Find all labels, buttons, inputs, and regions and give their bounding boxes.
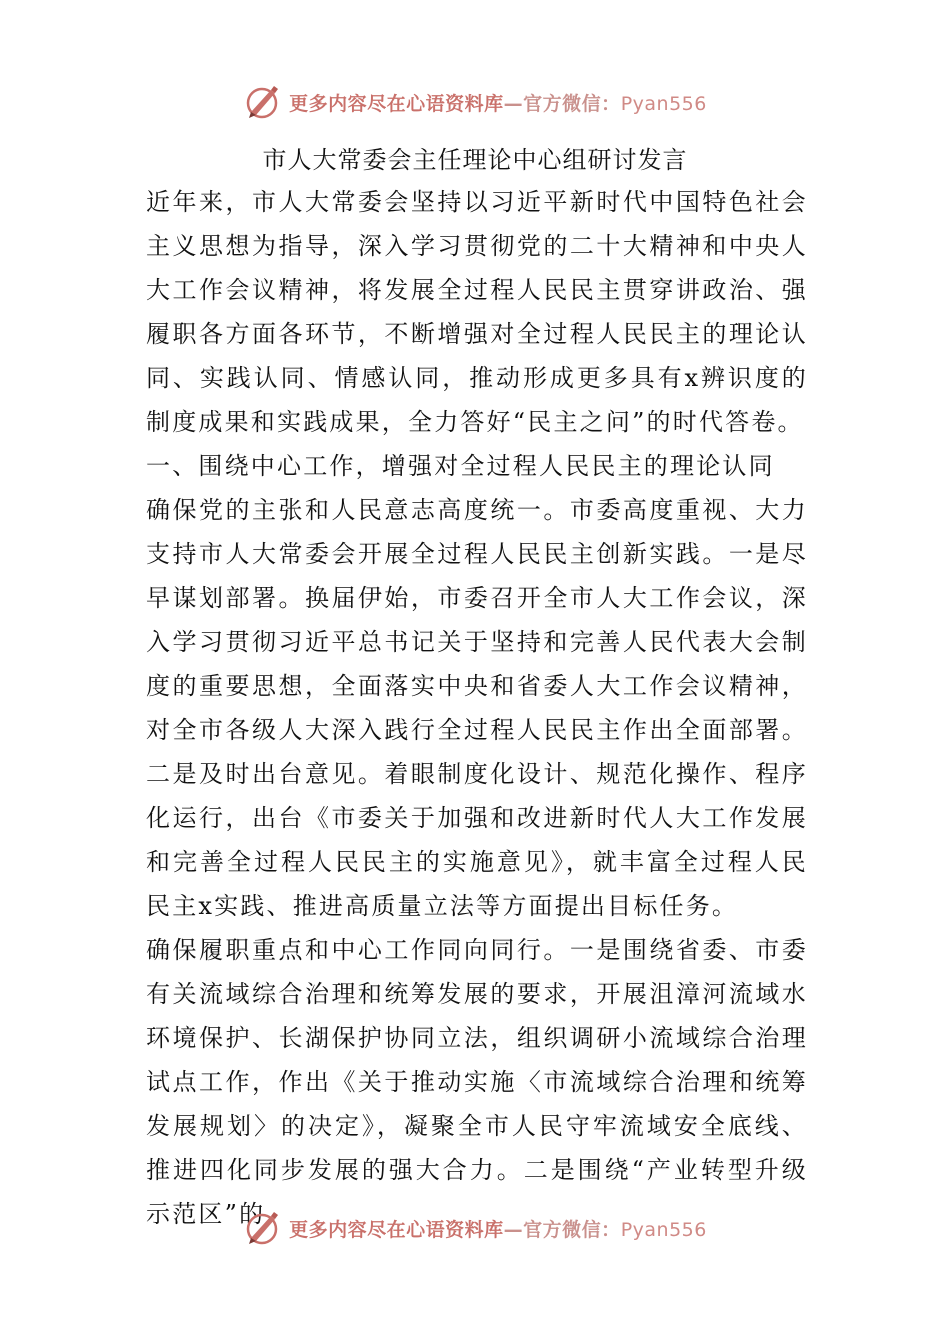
watermark-wechat-id: Pyan556 [620,92,707,115]
watermark-wechat-label: 官方微信： [523,1218,621,1241]
watermark-brand: 更多内容尽在心语资料库 [289,1218,504,1241]
body-paragraph: 确保党的主张和人民意志高度统一。市委高度重视、大力支持市人大常委会开展全过程人民民主创新实践。一是尽早谋划部署。换届伊始，市委召开全市人大工作会议，深入学习贯彻习近平总书记关于坚持和完善人民代表大会制度的重要思想，全面落实中央和省委人大工作会议精神，对全市各级人大深入践行全过程人民民主作出全面部署。二是及时出台意见。着眼制度化设计、规范化操作、程序化运行，出台《市委关于加强和改进新时代人大工作发展和完善全过程人民民主的实施意见》，就丰富全过程人民民主x实践、推进高质量立法等方面提出目标任务。 [146,496,808,920]
document-title: 市人大常委会主任理论中心组研讨发言 [262,146,688,174]
section-heading: 一、围绕中心工作，增强对全过程人民民主的理论认同 [146,452,775,480]
watermark-wechat-id: Pyan556 [620,1218,707,1241]
body-paragraph: 确保履职重点和中心工作同向同行。一是围绕省委、市委有关流域综合治理和统筹发展的要求，开展沮漳河流域水环境保护、长湖保护协同立法，组织调研小流域综合治理试点工作，作出《关于推动实施〈市流域综合治理和统筹发展规划〉的决定》，凝聚全市人民守牢流域安全底线、推进四化同步发展的强大合力。二是围绕“产业转型升级示范区”的 [146,936,808,1228]
watermark-text [289,1215,707,1242]
pen-circle-logo-icon [243,82,283,122]
watermark-text [289,89,707,116]
watermark-brand: 更多内容尽在心语资料库 [289,92,504,115]
watermark-wechat-label: 官方微信： [523,92,621,115]
watermark-separator: — [503,1218,524,1241]
header-watermark-banner [0,80,950,124]
pen-circle-logo-icon [243,1208,283,1248]
body-paragraph: 近年来，市人大常委会坚持以习近平新时代中国特色社会主义思想为指导，深入学习贯彻党的二十大精神和中央人大工作会议精神，将发展全过程人民民主贯穿讲政治、强履职各方面各环节，不断增强对全过程人民民主的理论认同、实践认同、情感认同，推动形成更多具有x辨识度的制度成果和实践成果，全力答好“民主之问”的时代答卷。 [146,188,808,436]
watermark-separator: — [503,92,524,115]
document-body [146,180,808,1236]
footer-watermark-banner [0,1206,950,1250]
